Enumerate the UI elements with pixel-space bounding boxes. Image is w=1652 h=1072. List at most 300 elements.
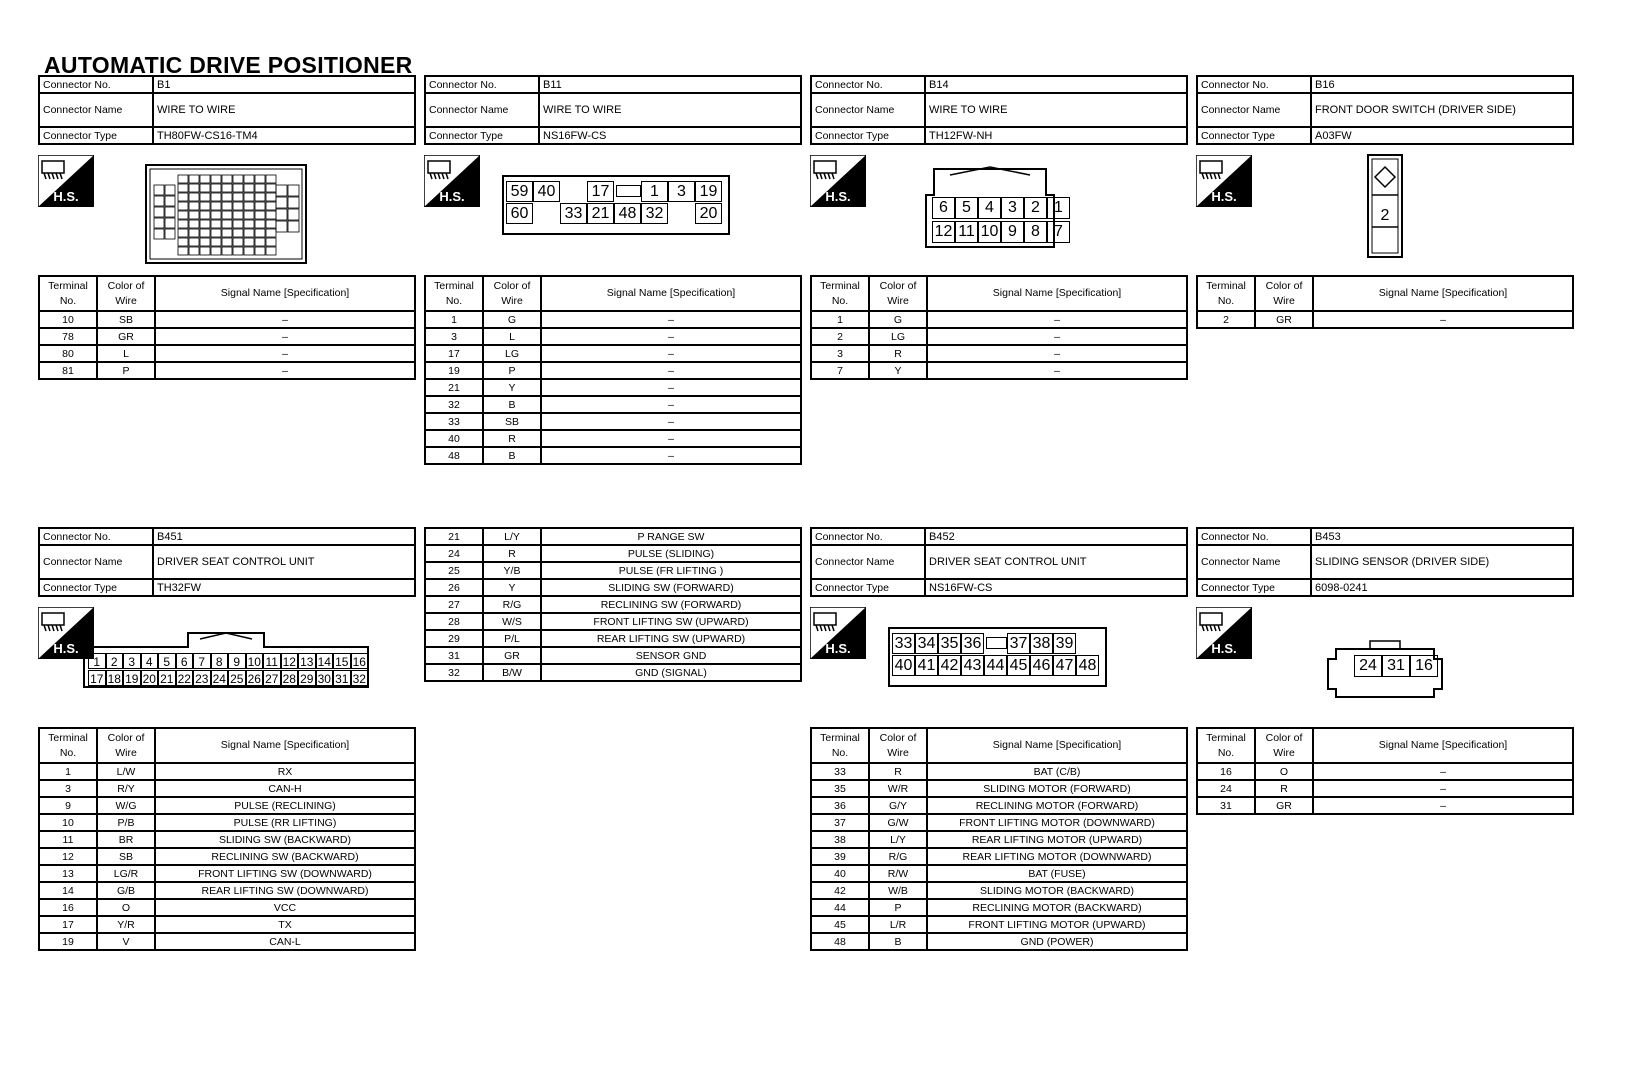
connector-info-table bbox=[38, 75, 416, 145]
signal-name: – bbox=[927, 328, 1187, 345]
connector-pin: 16 bbox=[1410, 655, 1438, 677]
terminal-no: 33 bbox=[811, 763, 869, 780]
table-row bbox=[811, 865, 1187, 882]
wire-color: L/W bbox=[97, 763, 155, 780]
wire-color: SB bbox=[97, 311, 155, 328]
connector-block-b452 bbox=[810, 527, 1188, 951]
connector-pin: 17 bbox=[587, 181, 614, 202]
signal-name: – bbox=[541, 345, 801, 362]
signal-header: Signal Name [Specification] bbox=[1313, 728, 1573, 763]
connector-type-label: Connector Type bbox=[39, 127, 153, 144]
connector-pin: 32 bbox=[641, 203, 668, 224]
connector-pin: 34 bbox=[915, 633, 938, 654]
connector-type-value: TH12FW-NH bbox=[925, 127, 1187, 144]
table-row bbox=[39, 311, 415, 328]
table-row bbox=[425, 413, 801, 430]
terminal-header: Terminal No. bbox=[39, 276, 97, 311]
wire-color: SB bbox=[483, 413, 541, 430]
terminal-no: 12 bbox=[39, 848, 97, 865]
connector-pin: 19 bbox=[123, 670, 141, 686]
wire-color: G/B bbox=[97, 882, 155, 899]
wire-color: LG bbox=[483, 345, 541, 362]
connector-pin: 39 bbox=[1053, 633, 1076, 654]
terminal-no: 32 bbox=[425, 396, 483, 413]
wire-color: G/W bbox=[869, 814, 927, 831]
connector-pin: 48 bbox=[614, 203, 641, 224]
connector-type-value: 6098-0241 bbox=[1311, 579, 1573, 596]
connector-pin: 24 bbox=[1354, 655, 1382, 677]
connector-pin: 26 bbox=[246, 670, 264, 686]
table-row bbox=[39, 848, 415, 865]
signal-name: – bbox=[541, 413, 801, 430]
signal-name: TX bbox=[155, 916, 415, 933]
table-row bbox=[39, 865, 415, 882]
connector-pin: 32 bbox=[351, 670, 369, 686]
connector-pin: 36 bbox=[961, 633, 984, 654]
connector-name-value: WIRE TO WIRE bbox=[153, 93, 415, 127]
table-row bbox=[425, 596, 801, 613]
table-row bbox=[39, 345, 415, 362]
connector-block-b11 bbox=[424, 75, 802, 465]
signal-name: PULSE (RECLINING) bbox=[155, 797, 415, 814]
wire-color: B bbox=[483, 447, 541, 464]
connector-no-label: Connector No. bbox=[39, 528, 153, 545]
connector-no-value: B11 bbox=[539, 76, 801, 93]
connector-no-label: Connector No. bbox=[1197, 528, 1311, 545]
wire-color: Y/B bbox=[483, 562, 541, 579]
svg-text:H.S.: H.S. bbox=[439, 189, 465, 204]
connector-pin: 16 bbox=[351, 653, 369, 669]
connector-name-label: Connector Name bbox=[39, 93, 153, 127]
terminal-table bbox=[424, 275, 802, 465]
wire-color: Y bbox=[483, 579, 541, 596]
connector-pin: 30 bbox=[316, 670, 334, 686]
signal-name: SLIDING MOTOR (FORWARD) bbox=[927, 780, 1187, 797]
terminal-no: 80 bbox=[39, 345, 97, 362]
connector-name-value: FRONT DOOR SWITCH (DRIVER SIDE) bbox=[1311, 93, 1573, 127]
table-row bbox=[39, 933, 415, 950]
terminal-header: Terminal No. bbox=[1197, 276, 1255, 311]
signal-name: SLIDING MOTOR (BACKWARD) bbox=[927, 882, 1187, 899]
table-row bbox=[811, 797, 1187, 814]
table-row bbox=[39, 797, 415, 814]
terminal-no: 36 bbox=[811, 797, 869, 814]
color-header: Color of Wire bbox=[1255, 728, 1313, 763]
connector-info-table bbox=[38, 527, 416, 597]
terminal-no: 31 bbox=[1197, 797, 1255, 814]
wire-color: R/G bbox=[869, 848, 927, 865]
table-row bbox=[811, 916, 1187, 933]
connector-pin: 2 bbox=[1380, 207, 1390, 224]
table-row bbox=[425, 664, 801, 681]
connector-pin: 9 bbox=[1001, 221, 1024, 243]
connector-pin: 35 bbox=[938, 633, 961, 654]
connector-info-table bbox=[424, 75, 802, 145]
wire-color: BR bbox=[97, 831, 155, 848]
terminal-header: Terminal No. bbox=[39, 728, 97, 763]
wire-color: L bbox=[97, 345, 155, 362]
wire-color: W/R bbox=[869, 780, 927, 797]
signal-header: Signal Name [Specification] bbox=[541, 276, 801, 311]
connector-type-value: NS16FW-CS bbox=[539, 127, 801, 144]
signal-name: – bbox=[927, 311, 1187, 328]
wire-color: LG/R bbox=[97, 865, 155, 882]
connector-pin: 45 bbox=[1007, 655, 1030, 676]
signal-name: SENSOR GND bbox=[541, 647, 801, 664]
table-row bbox=[39, 899, 415, 916]
connector-no-value: B452 bbox=[925, 528, 1187, 545]
connector-pin: 3 bbox=[1001, 197, 1024, 219]
connector-no-value: B16 bbox=[1311, 76, 1573, 93]
terminal-table bbox=[424, 527, 802, 682]
color-header: Color of Wire bbox=[97, 276, 155, 311]
connector-name-value: DRIVER SEAT CONTROL UNIT bbox=[925, 545, 1187, 579]
wire-color: GR bbox=[483, 647, 541, 664]
connector-pin: 22 bbox=[176, 670, 194, 686]
connector-pin: 5 bbox=[955, 197, 978, 219]
table-row bbox=[425, 311, 801, 328]
connector-diagram-area bbox=[38, 597, 416, 727]
wire-color: B/W bbox=[483, 664, 541, 681]
terminal-no: 48 bbox=[811, 933, 869, 950]
table-row bbox=[425, 562, 801, 579]
terminal-no: 1 bbox=[39, 763, 97, 780]
terminal-table bbox=[38, 275, 416, 380]
wire-color: G bbox=[483, 311, 541, 328]
signal-name: CAN-L bbox=[155, 933, 415, 950]
connector-pin: 40 bbox=[533, 181, 560, 202]
table-row bbox=[1197, 763, 1573, 780]
connector-pin bbox=[533, 203, 560, 224]
signal-name: REAR LIFTING MOTOR (DOWNWARD) bbox=[927, 848, 1187, 865]
signal-name: – bbox=[927, 345, 1187, 362]
wire-color: V bbox=[97, 933, 155, 950]
signal-name: – bbox=[155, 311, 415, 328]
terminal-no: 33 bbox=[425, 413, 483, 430]
signal-name: REAR LIFTING MOTOR (UPWARD) bbox=[927, 831, 1187, 848]
table-row bbox=[39, 814, 415, 831]
terminal-no: 38 bbox=[811, 831, 869, 848]
terminal-no: 25 bbox=[425, 562, 483, 579]
table-row bbox=[425, 396, 801, 413]
connector-pin: 7 bbox=[193, 653, 211, 669]
signal-name: RECLINING MOTOR (BACKWARD) bbox=[927, 899, 1187, 916]
table-row bbox=[425, 379, 801, 396]
connector-pin: 4 bbox=[978, 197, 1001, 219]
connector-diagram-area bbox=[424, 145, 802, 275]
wire-color: R/G bbox=[483, 596, 541, 613]
connector-block-b451-continued bbox=[424, 527, 802, 682]
connector-pin: 8 bbox=[211, 653, 229, 669]
connector-pin: 10 bbox=[246, 653, 264, 669]
wire-color: Y/R bbox=[97, 916, 155, 933]
wire-color: O bbox=[1255, 763, 1313, 780]
signal-header: Signal Name [Specification] bbox=[155, 728, 415, 763]
connector-face-diagram bbox=[424, 145, 802, 275]
table-row bbox=[425, 545, 801, 562]
signal-header: Signal Name [Specification] bbox=[927, 728, 1187, 763]
connector-face-diagram bbox=[1196, 597, 1574, 727]
connector-name-label: Connector Name bbox=[39, 545, 153, 579]
terminal-no: 42 bbox=[811, 882, 869, 899]
connector-name-value: DRIVER SEAT CONTROL UNIT bbox=[153, 545, 415, 579]
terminal-table bbox=[1196, 275, 1574, 329]
terminal-no: 78 bbox=[39, 328, 97, 345]
wire-color: P/B bbox=[97, 814, 155, 831]
terminal-table bbox=[810, 275, 1188, 380]
connector-block-b453 bbox=[1196, 527, 1574, 815]
connector-pin: 60 bbox=[506, 203, 533, 224]
terminal-no: 40 bbox=[425, 430, 483, 447]
svg-text:H.S.: H.S. bbox=[825, 641, 851, 656]
connector-pin: 2 bbox=[1024, 197, 1047, 219]
connector-diagram-area bbox=[810, 145, 1188, 275]
connector-info-table bbox=[810, 527, 1188, 597]
connector-type-value: TH80FW-CS16-TM4 bbox=[153, 127, 415, 144]
terminal-no: 37 bbox=[811, 814, 869, 831]
connector-pin: 8 bbox=[1024, 221, 1047, 243]
table-row bbox=[425, 430, 801, 447]
connector-type-label: Connector Type bbox=[811, 127, 925, 144]
connector-type-label: Connector Type bbox=[1197, 127, 1311, 144]
connector-no-value: B453 bbox=[1311, 528, 1573, 545]
connector-pin: 19 bbox=[695, 181, 722, 202]
connector-block-b16 bbox=[1196, 75, 1574, 329]
connector-pin: 11 bbox=[955, 221, 978, 243]
connector-name-label: Connector Name bbox=[811, 545, 925, 579]
connector-pin: 23 bbox=[193, 670, 211, 686]
table-row bbox=[811, 345, 1187, 362]
table-row bbox=[811, 882, 1187, 899]
terminal-no: 21 bbox=[425, 528, 483, 545]
svg-text:H.S.: H.S. bbox=[53, 641, 79, 656]
table-row bbox=[811, 362, 1187, 379]
connector-no-label: Connector No. bbox=[425, 76, 539, 93]
signal-name: – bbox=[541, 430, 801, 447]
connector-pin: 1 bbox=[1047, 197, 1070, 219]
table-row bbox=[39, 916, 415, 933]
signal-name: FRONT LIFTING SW (DOWNWARD) bbox=[155, 865, 415, 882]
terminal-no: 1 bbox=[811, 311, 869, 328]
svg-text:H.S.: H.S. bbox=[825, 189, 851, 204]
connector-face-diagram bbox=[1196, 145, 1574, 275]
terminal-no: 19 bbox=[425, 362, 483, 379]
terminal-no: 81 bbox=[39, 362, 97, 379]
terminal-no: 32 bbox=[425, 664, 483, 681]
connector-pin: 48 bbox=[1076, 655, 1099, 676]
signal-name: – bbox=[927, 362, 1187, 379]
page-title: AUTOMATIC DRIVE POSITIONER bbox=[44, 52, 413, 78]
connector-info-table bbox=[810, 75, 1188, 145]
connector-face-diagram bbox=[810, 597, 1188, 727]
signal-name: P RANGE SW bbox=[541, 528, 801, 545]
connector-block-b14 bbox=[810, 75, 1188, 380]
signal-name: GND (SIGNAL) bbox=[541, 664, 801, 681]
svg-text:H.S.: H.S. bbox=[1211, 641, 1237, 656]
signal-name: FRONT LIFTING SW (UPWARD) bbox=[541, 613, 801, 630]
wire-color: R/Y bbox=[97, 780, 155, 797]
connector-type-value: TH32FW bbox=[153, 579, 415, 596]
wire-color: Y bbox=[483, 379, 541, 396]
table-row bbox=[425, 345, 801, 362]
color-header: Color of Wire bbox=[869, 728, 927, 763]
signal-header: Signal Name [Specification] bbox=[1313, 276, 1573, 311]
wire-color: GR bbox=[97, 328, 155, 345]
signal-name: PULSE (SLIDING) bbox=[541, 545, 801, 562]
connector-pin: 1 bbox=[641, 181, 668, 202]
terminal-no: 27 bbox=[425, 596, 483, 613]
wire-color: P/L bbox=[483, 630, 541, 647]
connector-name-label: Connector Name bbox=[1197, 93, 1311, 127]
terminal-no: 10 bbox=[39, 311, 97, 328]
connector-name-label: Connector Name bbox=[811, 93, 925, 127]
terminal-no: 19 bbox=[39, 933, 97, 950]
terminal-no: 26 bbox=[425, 579, 483, 596]
terminal-no: 35 bbox=[811, 780, 869, 797]
terminal-header: Terminal No. bbox=[811, 728, 869, 763]
wire-color: R bbox=[483, 430, 541, 447]
connector-pin: 37 bbox=[1007, 633, 1030, 654]
terminal-table bbox=[38, 727, 416, 951]
svg-text:H.S.: H.S. bbox=[53, 189, 79, 204]
color-header: Color of Wire bbox=[483, 276, 541, 311]
signal-name: FRONT LIFTING MOTOR (DOWNWARD) bbox=[927, 814, 1187, 831]
terminal-no: 2 bbox=[1197, 311, 1255, 328]
wire-color: W/G bbox=[97, 797, 155, 814]
connector-type-value: NS16FW-CS bbox=[925, 579, 1187, 596]
terminal-header: Terminal No. bbox=[425, 276, 483, 311]
connector-name-label: Connector Name bbox=[1197, 545, 1311, 579]
terminal-no: 29 bbox=[425, 630, 483, 647]
signal-name: – bbox=[541, 396, 801, 413]
table-row bbox=[425, 647, 801, 664]
terminal-no: 1 bbox=[425, 311, 483, 328]
wire-color: SB bbox=[97, 848, 155, 865]
wire-color: P bbox=[483, 362, 541, 379]
terminal-no: 24 bbox=[1197, 780, 1255, 797]
wire-color: O bbox=[97, 899, 155, 916]
signal-name: – bbox=[155, 362, 415, 379]
connector-no-value: B14 bbox=[925, 76, 1187, 93]
wire-color: B bbox=[869, 933, 927, 950]
connector-pin: 59 bbox=[506, 181, 533, 202]
table-row bbox=[39, 831, 415, 848]
terminal-no: 16 bbox=[1197, 763, 1255, 780]
connector-no-label: Connector No. bbox=[811, 528, 925, 545]
table-row bbox=[39, 328, 415, 345]
signal-header: Signal Name [Specification] bbox=[155, 276, 415, 311]
wire-color: GR bbox=[1255, 311, 1313, 328]
signal-name: – bbox=[1313, 311, 1573, 328]
connector-no-value: B451 bbox=[153, 528, 415, 545]
connector-pin: 18 bbox=[106, 670, 124, 686]
connector-pin: 44 bbox=[984, 655, 1007, 676]
connector-diagram-area bbox=[1196, 145, 1574, 275]
wire-color: R bbox=[869, 763, 927, 780]
terminal-no: 17 bbox=[39, 916, 97, 933]
terminal-no: 13 bbox=[39, 865, 97, 882]
connector-pin: 47 bbox=[1053, 655, 1076, 676]
terminal-table bbox=[810, 727, 1188, 951]
wire-color: R bbox=[483, 545, 541, 562]
terminal-no: 40 bbox=[811, 865, 869, 882]
signal-name: SLIDING SW (BACKWARD) bbox=[155, 831, 415, 848]
signal-name: REAR LIFTING SW (UPWARD) bbox=[541, 630, 801, 647]
connector-pin: 5 bbox=[158, 653, 176, 669]
terminal-no: 21 bbox=[425, 379, 483, 396]
table-row bbox=[811, 899, 1187, 916]
connector-pin: 10 bbox=[978, 221, 1001, 243]
signal-name: PULSE (FR LIFTING ) bbox=[541, 562, 801, 579]
connector-pin: 14 bbox=[316, 653, 334, 669]
terminal-header: Terminal No. bbox=[811, 276, 869, 311]
connector-no-label: Connector No. bbox=[39, 76, 153, 93]
table-row bbox=[425, 447, 801, 464]
signal-name: RECLINING MOTOR (FORWARD) bbox=[927, 797, 1187, 814]
connector-pin: 25 bbox=[228, 670, 246, 686]
connector-pin: 12 bbox=[932, 221, 955, 243]
connector-pin: 38 bbox=[1030, 633, 1053, 654]
connector-pin: 2 bbox=[106, 653, 124, 669]
connector-pin: 4 bbox=[141, 653, 159, 669]
signal-name: FRONT LIFTING MOTOR (UPWARD) bbox=[927, 916, 1187, 933]
color-header: Color of Wire bbox=[97, 728, 155, 763]
connector-pin: 20 bbox=[141, 670, 159, 686]
wire-color: GR bbox=[1255, 797, 1313, 814]
table-row bbox=[811, 311, 1187, 328]
table-row bbox=[811, 831, 1187, 848]
terminal-no: 39 bbox=[811, 848, 869, 865]
wire-color: G/Y bbox=[869, 797, 927, 814]
terminal-no: 11 bbox=[39, 831, 97, 848]
terminal-header: Terminal No. bbox=[1197, 728, 1255, 763]
connector-pin: 33 bbox=[892, 633, 915, 654]
table-row bbox=[1197, 797, 1573, 814]
wire-color: P bbox=[869, 899, 927, 916]
table-row bbox=[39, 882, 415, 899]
connector-pin: 42 bbox=[938, 655, 961, 676]
signal-name: REAR LIFTING SW (DOWNWARD) bbox=[155, 882, 415, 899]
wire-color: W/S bbox=[483, 613, 541, 630]
terminal-no: 10 bbox=[39, 814, 97, 831]
connector-face-diagram bbox=[38, 145, 416, 275]
wire-color: Y bbox=[869, 362, 927, 379]
connector-pin: 3 bbox=[668, 181, 695, 202]
table-row bbox=[39, 362, 415, 379]
connector-pin: 17 bbox=[88, 670, 106, 686]
terminal-no: 3 bbox=[811, 345, 869, 362]
table-row bbox=[811, 848, 1187, 865]
signal-name: – bbox=[1313, 780, 1573, 797]
signal-name: – bbox=[155, 328, 415, 345]
terminal-no: 9 bbox=[39, 797, 97, 814]
terminal-no: 7 bbox=[811, 362, 869, 379]
signal-name: – bbox=[1313, 797, 1573, 814]
connector-pin: 29 bbox=[298, 670, 316, 686]
connector-pin: 3 bbox=[123, 653, 141, 669]
wire-color: L/Y bbox=[483, 528, 541, 545]
connector-info-table bbox=[1196, 527, 1574, 597]
connector-no-label: Connector No. bbox=[1197, 76, 1311, 93]
table-row bbox=[425, 630, 801, 647]
wire-color: L bbox=[483, 328, 541, 345]
terminal-no: 24 bbox=[425, 545, 483, 562]
table-row bbox=[1197, 311, 1573, 328]
connector-type-label: Connector Type bbox=[39, 579, 153, 596]
connector-pin: 21 bbox=[587, 203, 614, 224]
signal-name: BAT (FUSE) bbox=[927, 865, 1187, 882]
connector-name-value: SLIDING SENSOR (DRIVER SIDE) bbox=[1311, 545, 1573, 579]
